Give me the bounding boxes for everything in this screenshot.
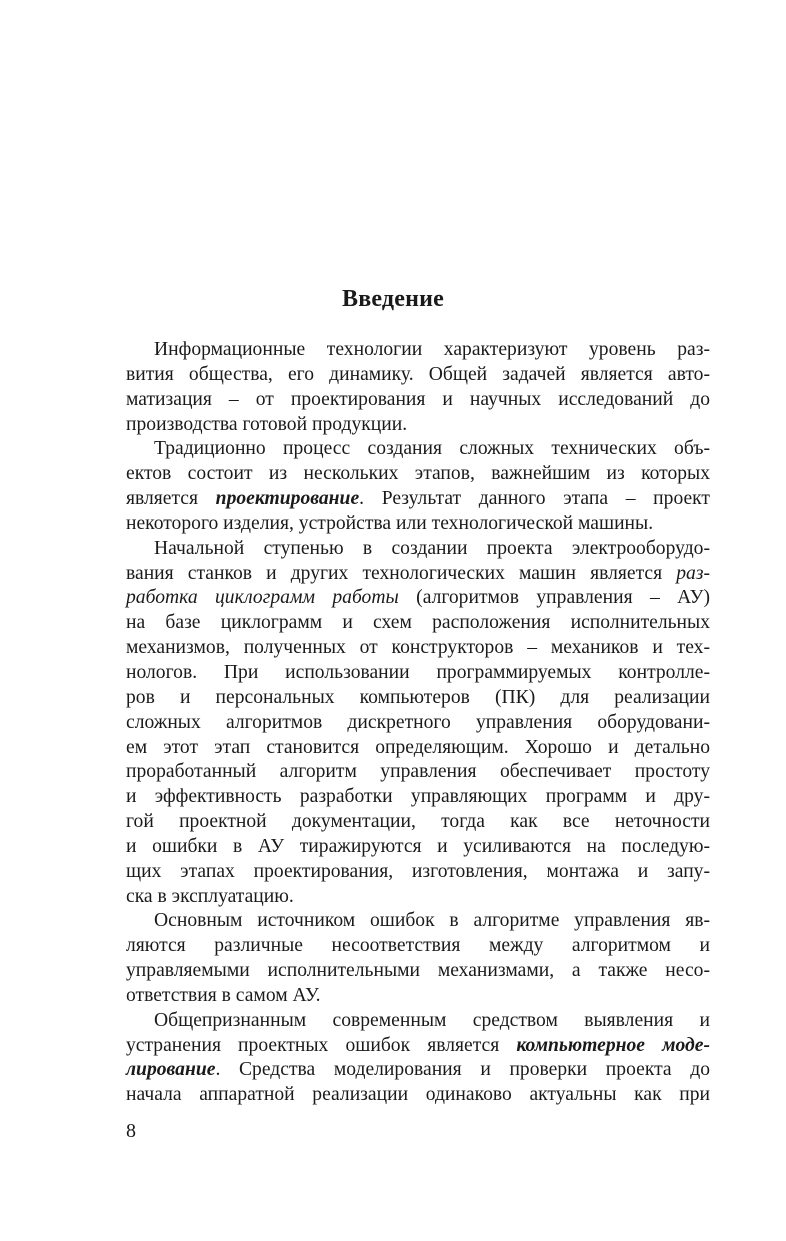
text-run: производства готовой продукции.: [126, 413, 408, 435]
text-run: ляются различные несоответствия между алгоритмом и: [126, 935, 710, 957]
text-run: механизмов, полученных от конструкторов – механиков и тех-: [126, 637, 710, 659]
text-line: [126, 487, 710, 512]
text-line: [126, 1083, 710, 1108]
text-line: [126, 984, 710, 1009]
text-run: проработанный алгоритм управления обеспечивает простоту: [126, 761, 710, 783]
text-line: [126, 736, 710, 761]
text-line: [126, 860, 710, 885]
paragraph: [126, 909, 710, 1008]
text-line: [126, 686, 710, 711]
body-text: [126, 338, 710, 1108]
text-run: на базе циклограмм и схем расположения исполнительных: [126, 612, 710, 634]
text-run: ектов состоит из нескольких этапов, важнейшим из которых: [126, 463, 710, 485]
text-line: [126, 810, 710, 835]
emphasized-term: компьютерное моде-: [516, 1034, 710, 1056]
text-run: вития общества, его динамику. Общей задачей является авто-: [126, 363, 710, 385]
text-line: [126, 785, 710, 810]
text-run: и ошибки в АУ тиражируются и усиливаются на последую-: [126, 835, 710, 857]
text-run: матизация – от проектирования и научных исследований до: [126, 388, 710, 410]
text-run: устранения проектных ошибок является: [126, 1034, 517, 1056]
text-line: [126, 1009, 710, 1034]
text-run: управляемыми исполнительными механизмами, а также несо-: [126, 960, 710, 982]
text-line: [126, 338, 710, 363]
text-line: [126, 537, 710, 562]
text-line: [126, 437, 710, 462]
text-run: Информационные технологии характеризуют уровень раз-: [154, 339, 710, 360]
text-line: [126, 1034, 710, 1059]
paragraph: [126, 437, 710, 536]
text-run: . Результат данного этапа – проект: [359, 488, 710, 510]
text-line: [126, 934, 710, 959]
text-run: нологов. При использовании программируемых контролле-: [126, 661, 710, 683]
text-run: (алгоритмов управления – АУ): [398, 587, 710, 609]
text-line: [126, 562, 710, 587]
text-run: . Средства моделирования и проверки проекта до: [215, 1059, 710, 1081]
emphasized-term: работка циклограмм работы: [126, 587, 399, 609]
text-run: сложных алгоритмов дискретного управления оборудовани-: [126, 711, 710, 733]
text-line: [126, 512, 710, 537]
text-line: [126, 959, 710, 984]
text-run: некоторого изделия, устройства или технологической машины.: [126, 512, 654, 534]
text-line: [126, 835, 710, 860]
text-line: [126, 1058, 710, 1083]
text-run: начала аппаратной реализации одинаково актуальны как при: [126, 1084, 710, 1106]
emphasized-term: лирование: [126, 1059, 216, 1081]
text-run: ска в эксплуатацию.: [126, 885, 294, 907]
text-run: является: [126, 488, 216, 510]
paragraph: [126, 537, 710, 910]
text-run: ем этот этап становится определяющим. Хорошо и детально: [126, 736, 710, 758]
text-run: ответствия в самом АУ.: [126, 984, 321, 1006]
emphasized-term: раз-: [676, 562, 710, 584]
text-line: [126, 711, 710, 736]
text-run: Общепризнанным современным средством выявления и: [154, 1009, 710, 1031]
text-line: [126, 760, 710, 785]
text-run: Основным источником ошибок в алгоритме управления яв-: [154, 910, 710, 932]
text-run: Традиционно процесс создания сложных технических объ-: [154, 438, 710, 460]
text-run: ров и персональных компьютеров (ПК) для реализации: [126, 686, 710, 708]
text-line: [126, 909, 710, 934]
paragraph: [126, 1009, 710, 1108]
text-line: [126, 388, 710, 413]
page-number: 8: [126, 1120, 136, 1142]
text-line: [126, 462, 710, 487]
text-line: [126, 586, 710, 611]
paragraph: [126, 338, 710, 437]
text-run: Начальной ступенью в создании проекта электрооборудо-: [154, 537, 710, 559]
text-line: [126, 413, 710, 438]
text-line: [126, 611, 710, 636]
text-line: [126, 636, 710, 661]
emphasized-term: проектирование: [215, 488, 360, 510]
text-run: гой проектной документации, тогда как все неточности: [126, 811, 710, 833]
text-run: щих этапах проектирования, изготовления, монтажа и запу-: [126, 860, 710, 882]
text-line: [126, 363, 710, 388]
text-run: вания станков и других технологических машин является: [126, 562, 677, 584]
text-line: [126, 885, 710, 910]
text-line: [126, 661, 710, 686]
text-run: и эффективность разработки управляющих программ и дру-: [126, 786, 710, 808]
section-heading: Введение: [341, 286, 444, 312]
